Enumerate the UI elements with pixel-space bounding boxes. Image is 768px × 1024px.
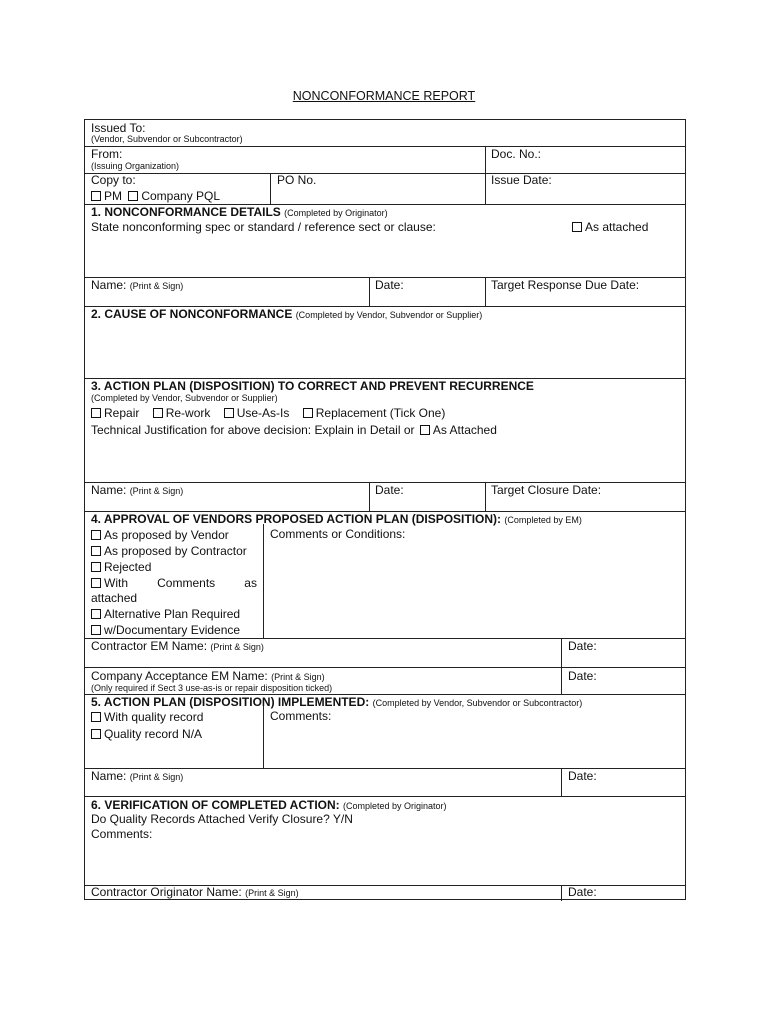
- s5-print-sign: (Print & Sign): [129, 772, 184, 782]
- s1-target-label: Target Response Due Date:: [491, 278, 640, 292]
- s3-as-attached-checkbox[interactable]: [420, 425, 430, 435]
- with-label: With: [104, 576, 128, 590]
- col-divider: [485, 482, 486, 511]
- s5-heading-note: (Completed by Vendor, Subvendor or Subcontractor): [372, 698, 583, 708]
- company-em-note: (Only required if Sect 3 use-as-is or repair disposition ticked): [91, 683, 333, 693]
- s3-justification-text: Technical Justification for above decision: Explain in Detail or: [91, 423, 415, 437]
- rework-label: Re-work: [165, 406, 211, 420]
- s3-name: [91, 483, 183, 497]
- s1-as-attached-label: As attached: [585, 220, 649, 234]
- s5-heading-text: 5. ACTION PLAN (DISPOSITION) IMPLEMENTED:: [91, 695, 370, 709]
- s1-as-attached-checkbox[interactable]: [572, 222, 582, 232]
- pm-checkbox[interactable]: [91, 191, 101, 201]
- company-em-print-sign: (Print & Sign): [271, 672, 325, 682]
- s5-date-label: Date:: [568, 769, 597, 783]
- s3-as-attached-label: As Attached: [432, 423, 497, 437]
- s2-heading: [91, 307, 482, 321]
- s1-name-label: Name:: [91, 278, 127, 292]
- col-divider: [485, 146, 486, 204]
- row-divider: [85, 667, 685, 668]
- col-divider: [561, 885, 562, 901]
- s5-name: [91, 769, 183, 783]
- s3-date-label: Date:: [375, 483, 404, 497]
- company-em-name: [91, 669, 325, 683]
- company-pql-label: Company PQL: [141, 189, 221, 203]
- repair-label: Repair: [104, 406, 140, 420]
- s4-option-rejected: [91, 560, 151, 574]
- s6-comments-label: Comments:: [91, 827, 153, 841]
- s3-target-label: Target Closure Date:: [491, 483, 602, 497]
- s4-option-contractor: [91, 544, 247, 558]
- s4-option-alternative: [91, 607, 240, 621]
- contractor-em-label: Contractor EM Name:: [91, 639, 208, 653]
- contractor-em-date-label: Date:: [568, 639, 597, 653]
- replacement-option: [303, 406, 446, 420]
- vendor-label: As proposed by Vendor: [104, 528, 229, 542]
- s1-as-attached: [572, 220, 648, 234]
- replacement-checkbox[interactable]: [303, 408, 313, 418]
- use-as-is-option: [224, 406, 290, 420]
- s4-option-with-comments: [91, 576, 257, 590]
- copy-to-options: [91, 189, 220, 203]
- s6-heading-text: 6. VERIFICATION OF COMPLETED ACTION:: [91, 798, 340, 812]
- quality-record-checkbox[interactable]: [91, 712, 101, 722]
- s1-heading-text: 1. NONCONFORMANCE DETAILS: [91, 205, 281, 219]
- col-divider: [369, 482, 370, 511]
- s1-date-label: Date:: [375, 278, 404, 292]
- quality-na-label: Quality record N/A: [104, 727, 203, 741]
- s2-heading-text: 2. CAUSE OF NONCONFORMANCE: [91, 307, 293, 321]
- rework-option: [153, 406, 211, 420]
- s3-print-sign: (Print & Sign): [129, 486, 184, 496]
- contractor-checkbox[interactable]: [91, 546, 101, 556]
- issued-to-label: Issued To:: [91, 121, 146, 135]
- s3-heading-note: (Completed by Vendor, Subvendor or Supplier): [91, 393, 278, 403]
- quality-na-checkbox[interactable]: [91, 729, 101, 739]
- row-divider: [85, 173, 685, 174]
- repair-checkbox[interactable]: [91, 408, 101, 418]
- s1-heading: [91, 205, 388, 219]
- originator-label: Contractor Originator Name:: [91, 885, 242, 899]
- row-divider: [85, 146, 685, 147]
- doc-no-label: Doc. No.:: [491, 147, 542, 161]
- issue-date-label: Issue Date:: [491, 173, 552, 187]
- originator-name: [91, 885, 299, 899]
- comments-word: Comments: [157, 576, 216, 590]
- s5-option-quality-record: [91, 710, 203, 724]
- col-divider: [263, 524, 264, 638]
- documentary-evidence-label: w/Documentary Evidence: [104, 623, 241, 637]
- s6-question: Do Quality Records Attached Verify Closure? Y/N: [91, 812, 353, 826]
- pm-label: PM: [104, 189, 122, 203]
- s6-heading-note: (Completed by Originator): [343, 801, 447, 811]
- s5-comments-label: Comments:: [270, 709, 332, 723]
- from-note: (Issuing Organization): [91, 161, 180, 171]
- repair-option: [91, 406, 139, 420]
- with-comments-continued: attached: [91, 591, 138, 605]
- contractor-label: As proposed by Contractor: [104, 544, 247, 558]
- s3-options: [91, 406, 445, 420]
- s4-option-documentary: [91, 623, 240, 637]
- s1-print-sign: (Print & Sign): [129, 281, 184, 291]
- s4-heading-text: 4. APPROVAL OF VENDORS PROPOSED ACTION PLAN (DISPOSITION):: [91, 512, 502, 526]
- col-divider: [369, 277, 370, 306]
- s4-heading: [91, 512, 582, 526]
- po-no-label: PO No.: [277, 173, 317, 187]
- s1-instruction: State nonconforming spec or standard / reference sect or clause:: [91, 220, 436, 234]
- col-divider: [263, 706, 264, 768]
- s1-name: [91, 278, 183, 292]
- contractor-em-print-sign: (Print & Sign): [210, 642, 264, 652]
- contractor-em-name: [91, 639, 264, 653]
- use-as-is-label: Use-As-Is: [236, 406, 290, 420]
- issued-to-note: (Vendor, Subvendor or Subcontractor): [91, 134, 243, 144]
- s5-option-quality-na: [91, 727, 202, 741]
- with-comments-word: [91, 576, 128, 590]
- s5-heading: [91, 695, 582, 709]
- quality-record-label: With quality record: [104, 710, 204, 724]
- s6-date-label: Date:: [568, 885, 597, 899]
- s3-name-label: Name:: [91, 483, 127, 497]
- s3-justification: [91, 423, 497, 437]
- nonconformance-form: [84, 119, 686, 900]
- s6-heading: [91, 798, 447, 812]
- s5-name-label: Name:: [91, 769, 127, 783]
- replacement-label: Replacement (Tick One): [315, 406, 446, 420]
- col-divider: [270, 173, 271, 204]
- s4-heading-note: (Completed by EM): [504, 515, 582, 525]
- with-comments-checkbox[interactable]: [91, 578, 101, 588]
- s3-heading: 3. ACTION PLAN (DISPOSITION) TO CORRECT AND PREVENT RECURRENCE: [91, 379, 534, 393]
- s1-heading-note: (Completed by Originator): [284, 208, 388, 218]
- from-label: From:: [91, 147, 123, 161]
- rejected-checkbox[interactable]: [91, 562, 101, 572]
- copy-to-label: Copy to:: [91, 173, 136, 187]
- originator-print-sign: (Print & Sign): [245, 888, 299, 898]
- alternative-plan-label: Alternative Plan Required: [104, 607, 241, 621]
- as-word: as: [244, 576, 257, 590]
- col-divider: [485, 277, 486, 306]
- company-em-date-label: Date:: [568, 669, 597, 683]
- rejected-label: Rejected: [104, 560, 152, 574]
- alternative-plan-checkbox[interactable]: [91, 609, 101, 619]
- report-title: NONCONFORMANCE REPORT: [292, 89, 476, 103]
- company-pql-checkbox[interactable]: [128, 191, 138, 201]
- row-divider: [85, 796, 685, 797]
- s2-heading-note: (Completed by Vendor, Subvendor or Supplier): [295, 310, 483, 320]
- documentary-evidence-checkbox[interactable]: [91, 625, 101, 635]
- s4-option-vendor: [91, 528, 229, 542]
- rework-checkbox[interactable]: [153, 408, 163, 418]
- company-em-label: Company Acceptance EM Name:: [91, 669, 268, 683]
- vendor-checkbox[interactable]: [91, 530, 101, 540]
- col-divider: [561, 768, 562, 796]
- s4-comments-label: Comments or Conditions:: [270, 527, 406, 541]
- use-as-is-checkbox[interactable]: [224, 408, 234, 418]
- col-divider: [561, 638, 562, 694]
